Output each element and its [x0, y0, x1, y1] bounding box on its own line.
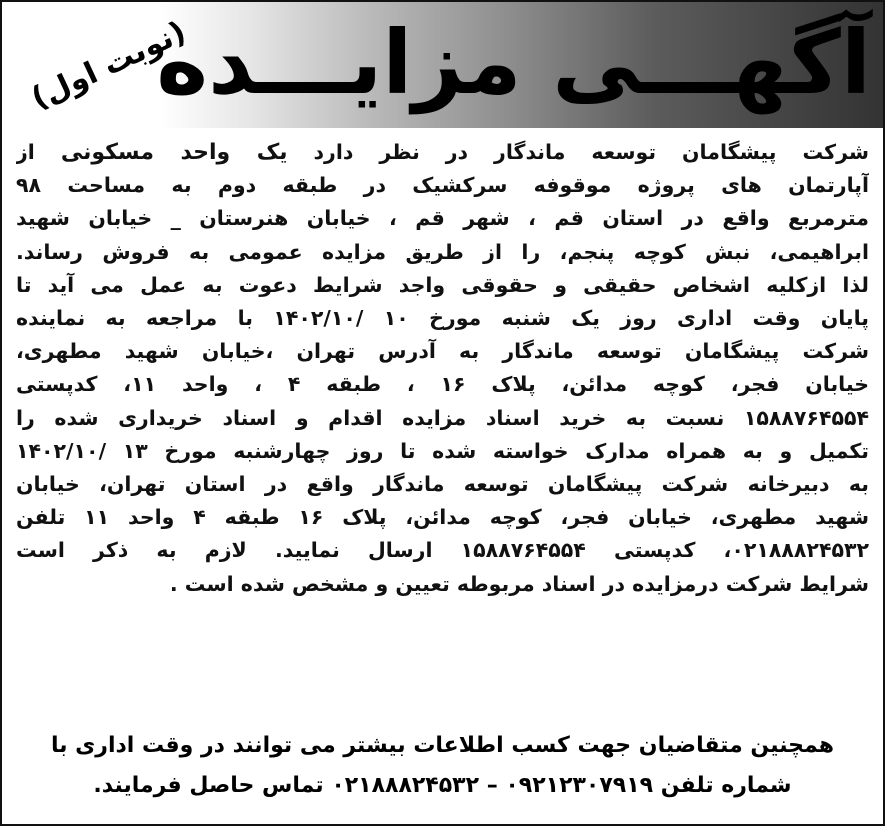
body-line-1-after: از [16, 140, 35, 164]
residential-unit-emphasis: یک واحد مسکونی [60, 140, 288, 165]
body-line-7: شرکت پیشگامان توسعه ماندگار به آدرس تهران ،خیابان شهید مطهری، [16, 339, 869, 364]
body-line-1-before: شرکت پیشگامان توسعه ماندگار در نظر دارد [313, 140, 869, 164]
body-line-2: آپارتمان های پروژه موقوفه سرکشیک در طبقه دوم به مساحت ۹۸ [16, 173, 869, 198]
notice-body [16, 136, 869, 601]
footer-contact-line: شماره تلفن ۰۹۲۱۲۳۰۷۹۱۹ – ۰۲۱۸۸۸۲۴۵۳۲ تماس حاصل فرمایند. [93, 773, 792, 798]
body-line-10: تکمیل و به همراه مدارک خواسته شده تا روز چهارشنبه مورخ ۱۳ /۱۴۰۲/۱۰ [16, 438, 869, 463]
body-line-13: ۰۲۱۸۸۸۲۴۵۳۲، کدپستی ۱۵۸۸۷۶۴۵۵۴ ارسال نمایید. لازم به ذکر است [16, 538, 869, 563]
body-line-8: خیابان فجر، کوچه مدائن، پلاک ۱۶ ، طبقه ۴ ، واحد ۱۱، کدپستی [16, 372, 869, 397]
body-line-1 [16, 136, 869, 169]
notice-round-badge: (نوبت اول) [26, 14, 192, 117]
notice-header [2, 2, 883, 128]
body-line-9: ۱۵۸۸۷۶۴۵۵۴ نسبت به خرید اسناد مزایده اقدام و اسناد خریداری شده را [16, 405, 869, 430]
footer-line-1: همچنین متقاضیان جهت کسب اطلاعات بیشتر می توانند در وقت اداری با [50, 733, 835, 758]
body-line-14: شرایط شرکت درمزایده در اسناد مربوطه تعیین و مشخص شده است . [169, 571, 869, 596]
body-line-12: شهید مطهری، خیابان فجر، کوچه مدائن، پلاک ۱۶ طبقه ۴ واحد ۱۱ تلفن [16, 505, 869, 530]
notice-title: آگهـــی مزایـــده [156, 11, 871, 114]
body-line-6: پایان وقت اداری روز یک شنبه مورخ ۱۰ /۱۴۰۲/۱۰ با مراجعه به نماینده [16, 306, 869, 331]
body-line-4: ابراهیمی، نبش کوچه پنجم، را از طریق مزایده عمومی به فروش رساند. [16, 239, 869, 264]
body-line-11: به دبیرخانه شرکت پیشگامان توسعه ماندگار واقع در استان تهران، خیابان [16, 472, 869, 497]
body-line-3: مترمربع واقع در استان قم ، شهر قم ، خیابان هنرستان _ خیابان شهید [16, 206, 869, 231]
body-line-5: لذا ازکلیه اشخاص حقیقی و حقوقی واجد شرایط دعوت به عمل می آید تا [16, 272, 869, 297]
notice-footer [16, 726, 869, 806]
